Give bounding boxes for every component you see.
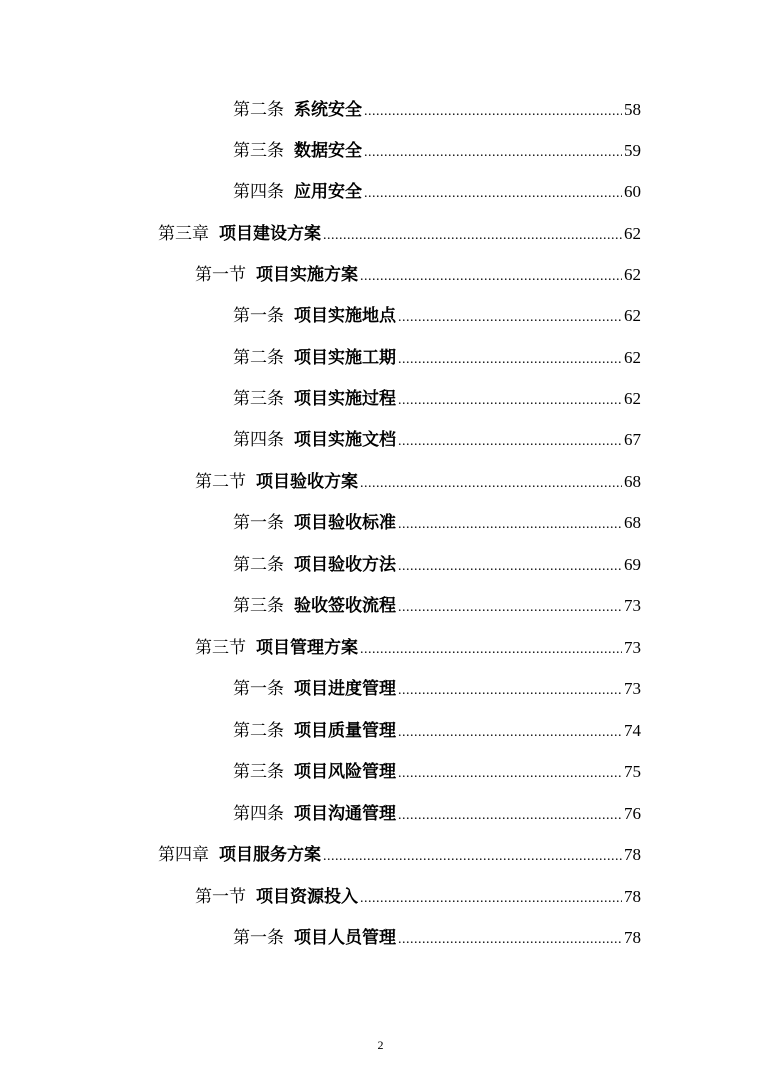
toc-entry-number: 第三章 [158, 224, 209, 244]
toc-entry-title: 项目建设方案 [219, 224, 321, 244]
toc-entry[interactable] [233, 344, 641, 372]
toc-entry[interactable] [233, 717, 641, 745]
toc-dot-leader [360, 263, 622, 291]
toc-entry-page: 67 [624, 430, 641, 449]
toc-entry[interactable] [233, 551, 641, 579]
toc-entry-number: 第三节 [195, 638, 246, 658]
toc-dot-leader [364, 139, 622, 167]
toc-entry[interactable] [233, 592, 641, 620]
toc-entry-number: 第四条 [233, 182, 284, 202]
toc-entry-number: 第二条 [233, 721, 284, 741]
toc-dot-leader [360, 636, 622, 664]
toc-entry[interactable] [233, 924, 641, 952]
toc-dot-leader [398, 346, 622, 374]
toc-entry-page: 60 [624, 182, 641, 201]
toc-entry-title: 项目质量管理 [294, 721, 396, 741]
toc-entry-number: 第四条 [233, 804, 284, 824]
toc-entry-title: 项目人员管理 [294, 928, 396, 948]
toc-entry-title: 项目验收方法 [294, 555, 396, 575]
toc-entry[interactable] [195, 261, 641, 289]
toc-entry[interactable] [233, 758, 641, 786]
toc-dot-leader [398, 387, 622, 415]
toc-entry[interactable] [195, 883, 641, 911]
toc-entry-page: 62 [624, 348, 641, 367]
toc-entry-title: 项目实施工期 [294, 348, 396, 368]
toc-dot-leader [398, 719, 622, 747]
toc-entry-page: 73 [624, 638, 641, 657]
toc-dot-leader [364, 98, 622, 126]
toc-entry-title: 项目验收标准 [294, 513, 396, 533]
toc-entry-page: 78 [624, 845, 641, 864]
toc-entry-page: 78 [624, 928, 641, 947]
toc-entry-number: 第一条 [233, 306, 284, 326]
toc-dot-leader [323, 222, 622, 250]
toc-entry-title: 项目资源投入 [256, 887, 358, 907]
page-number: 2 [377, 1038, 384, 1052]
toc-entry-number: 第一节 [195, 265, 246, 285]
toc-entry-page: 76 [624, 804, 641, 823]
toc-entry-title: 项目管理方案 [256, 638, 358, 658]
toc-entry[interactable] [195, 634, 641, 662]
toc-dot-leader [398, 760, 622, 788]
toc-entry-page: 73 [624, 596, 641, 615]
toc-dot-leader [398, 428, 622, 456]
toc-entry-title: 系统安全 [294, 100, 362, 120]
toc-dot-leader [360, 885, 622, 913]
toc-entry-number: 第四章 [158, 845, 209, 865]
toc-entry-page: 73 [624, 679, 641, 698]
toc-entry-page: 69 [624, 555, 641, 574]
toc-entry[interactable] [233, 96, 641, 124]
toc-entry-page: 62 [624, 306, 641, 325]
toc-entry-title: 应用安全 [294, 182, 362, 202]
toc-entry[interactable] [195, 468, 641, 496]
toc-entry-page: 58 [624, 100, 641, 119]
toc-entry[interactable] [158, 220, 641, 248]
toc-dot-leader [323, 843, 622, 871]
toc-entry[interactable] [233, 426, 641, 454]
toc-entry-title: 项目实施地点 [294, 306, 396, 326]
toc-entry-number: 第三条 [233, 762, 284, 782]
toc-entry-number: 第一条 [233, 928, 284, 948]
toc-entry-page: 68 [624, 472, 641, 491]
toc-entry-number: 第二节 [195, 472, 246, 492]
toc-entry-number: 第一条 [233, 513, 284, 533]
toc-entry-page: 74 [624, 721, 641, 740]
toc-entry-title: 项目进度管理 [294, 679, 396, 699]
toc-entry[interactable] [233, 302, 641, 330]
toc-entry-page: 59 [624, 141, 641, 160]
toc-entry[interactable] [158, 841, 641, 869]
toc-entry[interactable] [233, 509, 641, 537]
toc-dot-leader [398, 802, 622, 830]
toc-dot-leader [398, 553, 622, 581]
toc-entry-title: 项目风险管理 [294, 762, 396, 782]
toc-entry-number: 第二条 [233, 555, 284, 575]
toc-entry-page: 75 [624, 762, 641, 781]
toc-entry-title: 项目实施文档 [294, 430, 396, 450]
toc-dot-leader [398, 511, 622, 539]
toc-entry-number: 第一条 [233, 679, 284, 699]
toc-entry-page: 78 [624, 887, 641, 906]
toc-entry-page: 68 [624, 513, 641, 532]
toc-entry-number: 第三条 [233, 141, 284, 161]
toc-dot-leader [360, 470, 622, 498]
toc-entry[interactable] [233, 800, 641, 828]
toc-entry-title: 项目验收方案 [256, 472, 358, 492]
toc-dot-leader [398, 594, 622, 622]
toc-entry-title: 项目沟通管理 [294, 804, 396, 824]
toc-entry[interactable] [233, 385, 641, 413]
toc-entry[interactable] [233, 675, 641, 703]
toc-entry[interactable] [233, 137, 641, 165]
toc-dot-leader [398, 926, 622, 954]
toc-entry-title: 数据安全 [294, 141, 362, 161]
toc-entry-page: 62 [624, 265, 641, 284]
toc-entry-title: 项目实施过程 [294, 389, 396, 409]
toc-dot-leader [364, 180, 622, 208]
toc-entry-number: 第二条 [233, 100, 284, 120]
toc-entry-number: 第二条 [233, 348, 284, 368]
toc-dot-leader [398, 677, 622, 705]
toc-entry-number: 第三条 [233, 596, 284, 616]
toc-entry[interactable] [233, 178, 641, 206]
toc-entry-number: 第三条 [233, 389, 284, 409]
toc-entry-number: 第一节 [195, 887, 246, 907]
toc-entry-page: 62 [624, 389, 641, 408]
toc-entry-number: 第四条 [233, 430, 284, 450]
toc-entry-page: 62 [624, 224, 641, 243]
toc-entry-title: 项目实施方案 [256, 265, 358, 285]
toc-entry-title: 验收签收流程 [294, 596, 396, 616]
toc-dot-leader [398, 304, 622, 332]
toc-entry-title: 项目服务方案 [219, 845, 321, 865]
